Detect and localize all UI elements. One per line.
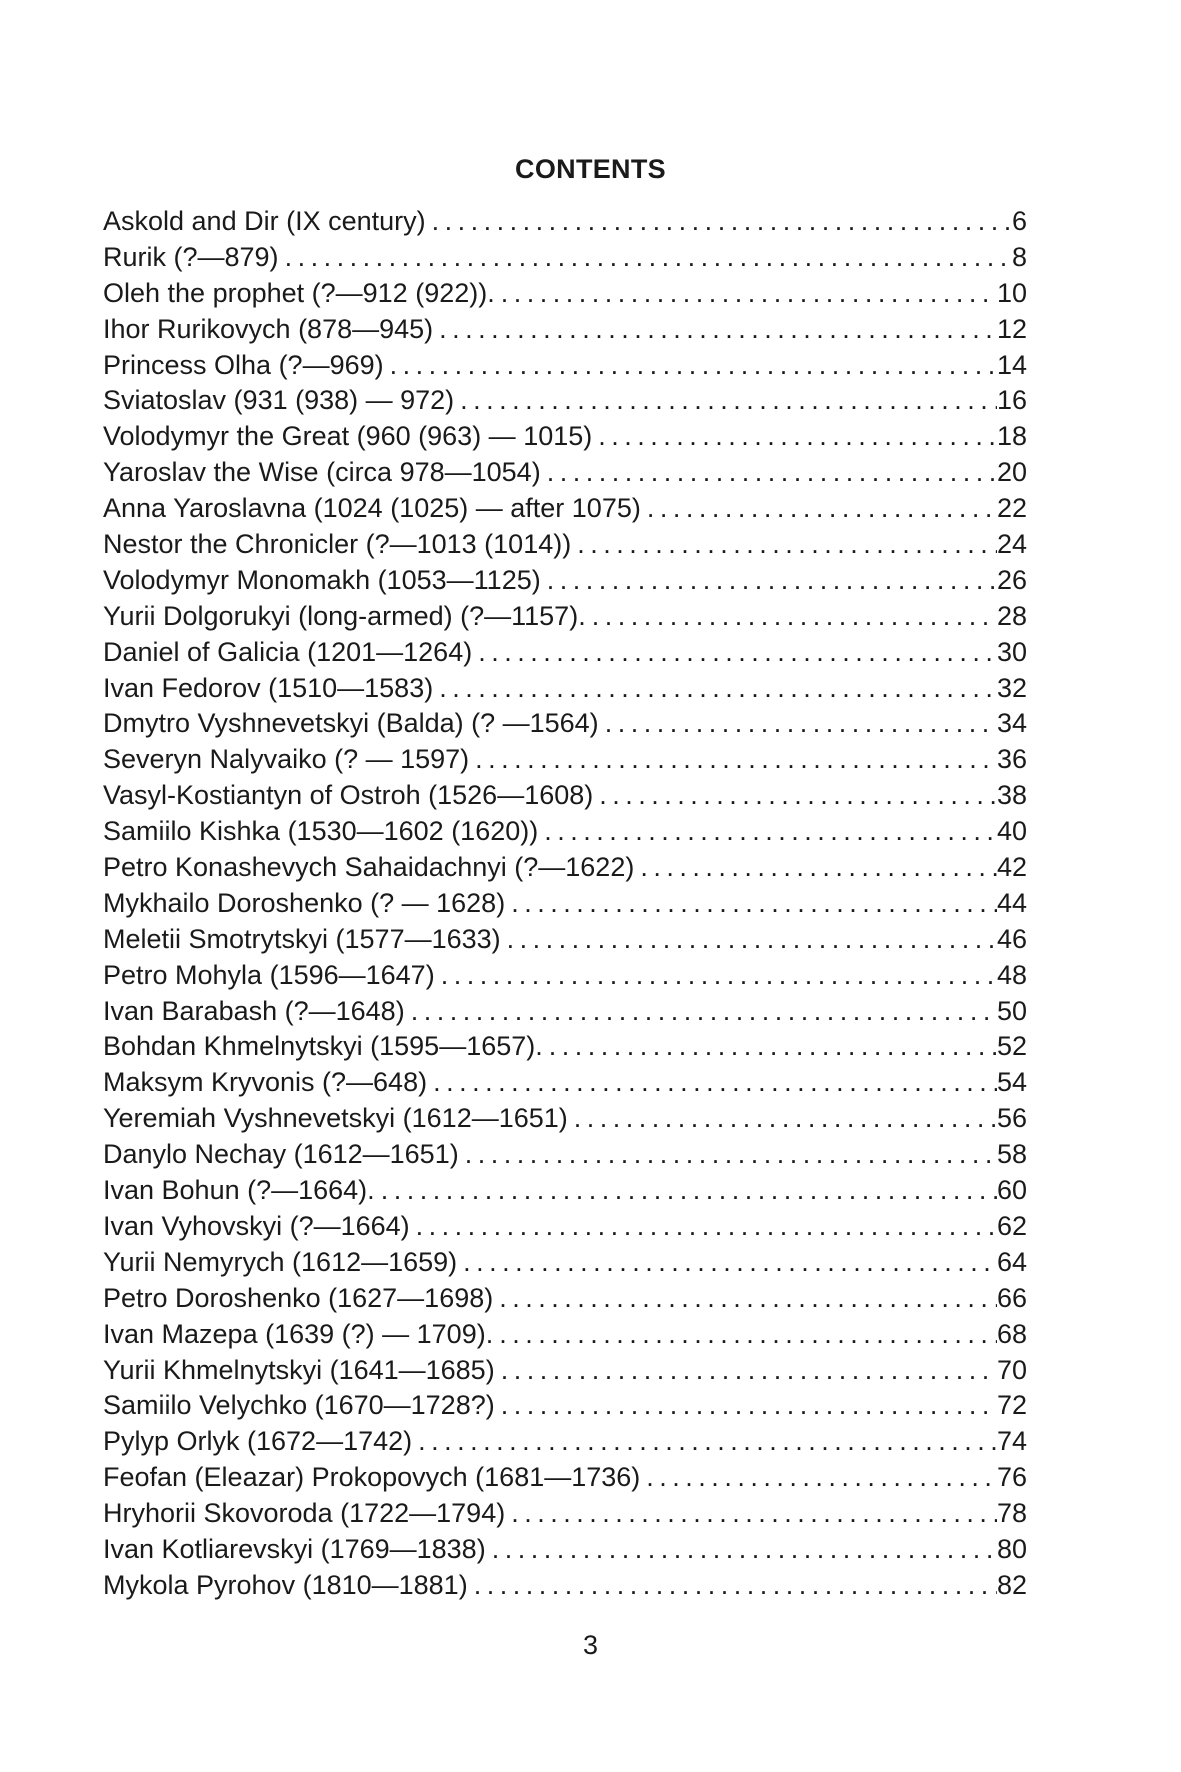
toc-entry [103,1281,1027,1317]
toc-entry-page: 44 [996,887,1027,918]
toc-dot-leader [475,742,997,778]
toc-dot-leader [433,1065,997,1101]
toc-dot-leader [460,383,997,419]
toc-dot-leader [390,348,997,384]
toc-entry [103,1101,1027,1137]
toc-dot-leader [574,1101,997,1137]
toc-dot-leader [432,204,1012,240]
toc-entry-page: 80 [996,1533,1027,1564]
toc-entry [103,1460,1027,1496]
table-of-contents [103,204,1027,1604]
toc-entry [103,922,1027,958]
toc-entry-title: Yaroslav the Wise (circa 978—1054) [103,457,541,488]
toc-dot-leader [501,276,997,312]
toc-entry-title: Petro Doroshenko (1627—1698) [103,1282,494,1313]
toc-entry-page: 10 [996,277,1027,308]
toc-entry-title: Danylo Nechay (1612—1651) [103,1139,459,1170]
toc-entry-page: 32 [996,672,1027,703]
toc-entry [103,599,1027,635]
toc-entry-title: Sviatoslav (931 (938) — 972) [103,385,455,416]
toc-entry [103,1532,1027,1568]
toc-dot-leader [511,1496,997,1532]
toc-entry [103,1496,1027,1532]
toc-entry-page: 14 [996,349,1027,380]
toc-entry-title: Dmytro Vyshnevetskyi (Balda) (? —1564) [103,708,599,739]
toc-entry [103,240,1027,276]
toc-entry-title: Pylyp Orlyk (1672—1742) [103,1426,413,1457]
toc-entry-page: 18 [996,421,1027,452]
toc-entry-title: Anna Yaroslavna (1024 (1025) — after 1075) [103,493,641,524]
toc-entry-title: Rurik (?—879) [103,241,279,272]
toc-entry-page: 34 [996,708,1027,739]
toc-dot-leader [465,1137,997,1173]
toc-entry-page: 8 [1011,241,1027,272]
toc-dot-leader [441,958,997,994]
toc-dot-leader [418,1424,997,1460]
toc-entry-title: Ivan Fedorov (1510—1583) [103,672,434,703]
toc-entry-page: 66 [996,1282,1027,1313]
toc-entry-page: 38 [996,780,1027,811]
toc-entry-title: Yeremiah Vyshnevetskyi (1612—1651) [103,1103,568,1134]
toc-entry-title: Yurii Nemyrych (1612—1659) [103,1246,458,1277]
toc-entry [103,491,1027,527]
toc-entry-page: 72 [996,1390,1027,1421]
toc-dot-leader [499,1281,997,1317]
toc-entry-title: Yurii Dolgorukyi (long-armed) (?—1157). [103,600,586,631]
toc-entry [103,348,1027,384]
toc-dot-leader [598,419,997,455]
toc-entry [103,850,1027,886]
toc-entry-title: Petro Konashevych Sahaidachnyi (?—1622) [103,852,635,883]
toc-entry-title: Yurii Khmelnytskyi (1641—1685) [103,1354,495,1385]
toc-dot-leader [478,635,997,671]
toc-entry [103,419,1027,455]
toc-entry [103,814,1027,850]
toc-dot-leader [647,491,997,527]
toc-entry-title: Nestor the Chronicler (?—1013 (1014)) [103,529,572,560]
toc-dot-leader [411,994,997,1030]
toc-entry [103,1424,1027,1460]
toc-entry-page: 28 [996,600,1027,631]
toc-entry [103,527,1027,563]
toc-entry-page: 30 [996,636,1027,667]
toc-entry-page: 16 [996,385,1027,416]
toc-entry [103,994,1027,1030]
page-number: 3 [582,1630,599,1660]
toc-entry-title: Meletii Smotrytskyi (1577—1633) [103,923,501,954]
toc-entry-title: Daniel of Galicia (1201—1264) [103,636,473,667]
toc-entry-page: 22 [996,493,1027,524]
toc-dot-leader [474,1568,997,1604]
toc-dot-leader [463,1245,997,1281]
toc-dot-leader [646,1460,997,1496]
toc-entry [103,563,1027,599]
toc-entry [103,671,1027,707]
toc-entry-page: 36 [996,744,1027,775]
toc-dot-leader [439,671,997,707]
toc-entry-title: Hryhorii Skovoroda (1722—1794) [103,1498,506,1529]
toc-entry-page: 40 [996,816,1027,847]
toc-entry-page: 42 [996,852,1027,883]
toc-entry-page: 12 [996,313,1027,344]
toc-entry-page: 82 [996,1569,1027,1600]
toc-entry-title: Askold and Dir (IX century) [103,206,426,236]
toc-entry-title: Petro Mohyla (1596—1647) [103,959,435,990]
toc-entry-title: Feofan (Eleazar) Prokopovych (1681—1736) [103,1462,641,1493]
toc-dot-leader [547,563,997,599]
toc-entry-title: Ivan Vyhovskyi (?—1664) [103,1210,410,1241]
toc-entry-page: 60 [996,1175,1027,1206]
toc-entry-page: 20 [996,457,1027,488]
toc-entry-title: Oleh the prophet (?—912 (922)). [103,277,495,308]
toc-entry [103,706,1027,742]
toc-entry [103,1065,1027,1101]
toc-dot-leader [549,1029,997,1065]
toc-dot-leader [501,1353,997,1389]
toc-entry-page: 54 [996,1067,1027,1098]
toc-entry [103,635,1027,671]
toc-entry-page: 74 [996,1426,1027,1457]
toc-entry-page: 76 [996,1462,1027,1493]
toc-dot-leader [577,527,997,563]
toc-entry [103,204,1027,240]
toc-entry-title: Severyn Nalyvaiko (? — 1597) [103,744,470,775]
toc-entry-title: Ivan Kotliarevskyi (1769—1838) [103,1533,486,1564]
toc-entry [103,1568,1027,1604]
toc-entry-page: 52 [996,1031,1027,1062]
toc-dot-leader [511,886,997,922]
toc-entry [103,778,1027,814]
toc-entry-page: 78 [996,1498,1027,1529]
toc-dot-leader [507,922,997,958]
toc-entry-page: 48 [996,959,1027,990]
toc-entry-title: Volodymyr the Great (960 (963) — 1015) [103,421,593,452]
toc-entry-title: Princess Olha (?—969) [103,349,384,380]
toc-entry-title: Maksym Kryvonis (?—648) [103,1067,428,1098]
toc-entry-title: Samiilo Kishka (1530—1602 (1620)) [103,816,539,847]
toc-entry-page: 26 [996,564,1027,595]
toc-entry [103,1245,1027,1281]
toc-entry-page: 24 [996,529,1027,560]
toc-entry-page: 68 [996,1318,1027,1349]
toc-entry [103,1173,1027,1209]
toc-dot-leader [599,778,997,814]
toc-dot-leader [640,850,997,886]
toc-entry [103,1029,1027,1065]
toc-dot-leader [501,1388,997,1424]
toc-entry-page: 64 [996,1246,1027,1277]
toc-entry-title: Ivan Barabash (?—1648) [103,995,405,1026]
toc-entry-title: Volodymyr Monomakh (1053—1125) [103,564,541,595]
toc-entry [103,276,1027,312]
toc-dot-leader [416,1209,997,1245]
toc-dot-leader [592,599,997,635]
toc-dot-leader [547,455,997,491]
toc-entry [103,1388,1027,1424]
toc-entry-title: Bohdan Khmelnytskyi (1595—1657). [103,1031,543,1062]
toc-entry-title: Ihor Rurikovych (878—945) [103,313,434,344]
toc-dot-leader [605,706,997,742]
toc-entry [103,383,1027,419]
toc-entry [103,1353,1027,1389]
page-title: CONTENTS [515,154,666,185]
toc-entry-title: Vasyl-Kostiantyn of Ostroh (1526—1608) [103,780,594,811]
toc-entry-title: Ivan Mazepa (1639 (?) — 1709). [103,1318,494,1349]
toc-entry-page: 56 [996,1103,1027,1134]
toc-entry [103,1137,1027,1173]
toc-entry-title: Ivan Bohun (?—1664). [103,1175,375,1206]
toc-entry-page: 58 [996,1139,1027,1170]
toc-entry [103,312,1027,348]
toc-entry-page: 46 [996,923,1027,954]
toc-dot-leader [499,1317,997,1353]
toc-dot-leader [381,1173,997,1209]
toc-entry-title: Mykola Pyrohov (1810—1881) [103,1569,468,1600]
toc-entry-page: 6 [1011,206,1027,236]
toc-dot-leader [544,814,997,850]
toc-entry-title: Samiilo Velychko (1670—1728?) [103,1390,495,1421]
toc-entry [103,886,1027,922]
toc-entry [103,958,1027,994]
toc-entry [103,455,1027,491]
toc-dot-leader [439,312,997,348]
toc-entry-page: 70 [996,1354,1027,1385]
toc-entry [103,742,1027,778]
toc-entry-title: Mykhailo Doroshenko (? — 1628) [103,887,506,918]
toc-entry [103,1209,1027,1245]
toc-dot-leader [285,240,1012,276]
toc-entry [103,1317,1027,1353]
toc-entry-page: 62 [996,1210,1027,1241]
toc-dot-leader [492,1532,997,1568]
toc-entry-page: 50 [996,995,1027,1026]
